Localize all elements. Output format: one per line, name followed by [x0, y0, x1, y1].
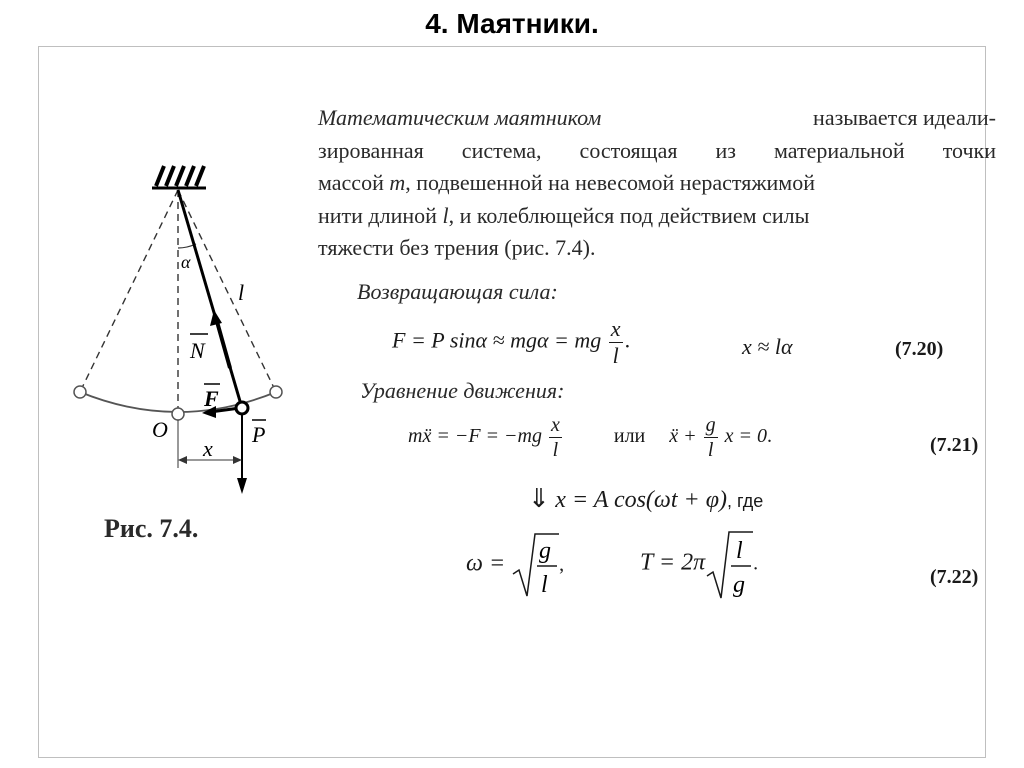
equation-omega: ω = g l , [466, 530, 564, 600]
equilibrium-ball [172, 408, 184, 420]
label-O: O [152, 417, 168, 442]
sqrt-l-over-g [705, 528, 753, 600]
figure-caption: Рис. 7.4. [104, 514, 199, 543]
label-x: x [203, 436, 213, 461]
gravity-arrowhead [237, 478, 247, 494]
solution-line: ⇓ x = A cos(ωt + φ), где [528, 484, 764, 513]
fraction-x-over-l: $\frac{x}{l}$ [610, 316, 621, 368]
equation-number-7-20: (7.20) [895, 338, 944, 360]
svg-text:g: g [539, 538, 552, 564]
tension-arrow [216, 318, 230, 368]
sqrt-g-over-l [511, 530, 559, 600]
label-N: N [190, 338, 205, 363]
x-dim-head-left [178, 456, 187, 464]
label-length: l [238, 280, 245, 305]
definition-paragraph [318, 102, 996, 265]
tension-arrowhead [210, 310, 222, 326]
ceiling-support [152, 166, 206, 188]
label-alpha: α [181, 252, 191, 272]
definition-line-3: массой m, подвешенной на невесомой нерастяжимой [318, 170, 815, 195]
word-or: или [613, 425, 646, 448]
definition-line-1: Математическим маятником называется идеали- [318, 102, 996, 135]
motion-equation-heading: Уравнение движения: [360, 378, 565, 403]
svg-text:l: l [736, 538, 743, 564]
equation-7-21: mẍ = −F = −mg $\frac{x}{l}$ или ẍ + $\frac{g}{l}$ x = 0. [408, 414, 772, 461]
svg-text:l: l [541, 572, 548, 598]
right-position-ball [270, 386, 282, 398]
equation-period: T = 2π l g . [640, 528, 758, 600]
definition-line-5: тяжести без трения (рис. 7.4). [318, 235, 596, 260]
svg-text:g: g [733, 572, 746, 598]
definition-term: Математическим маятником [318, 105, 602, 130]
equation-number-7-21: (7.21) [930, 434, 979, 456]
x-dim-head-right [233, 456, 242, 464]
page-title: 4. Маятники. [425, 8, 599, 39]
pendulum-bob [236, 402, 248, 414]
label-P: P [252, 422, 266, 447]
pendulum-string [178, 190, 245, 408]
left-position-ball [74, 386, 86, 398]
down-arrow-icon: ⇓ [528, 484, 550, 513]
pendulum-figure [60, 150, 360, 550]
equation-7-20: F = P sinα ≈ mgα = mg $\frac{x}{l}$ . [392, 316, 631, 368]
equation-number-7-22: (7.22) [930, 566, 979, 588]
definition-line-4: нити длиной l, и колеблющейся под действием силы [318, 202, 810, 228]
definition-line-2: зированная система, состоящая из материальной точки [318, 137, 996, 163]
dashed-string-left [80, 190, 178, 392]
restoring-force-heading: Возвращающая сила: [357, 279, 558, 304]
relation-x-l-alpha: x ≈ lα [742, 334, 793, 359]
label-F: F [204, 386, 219, 411]
